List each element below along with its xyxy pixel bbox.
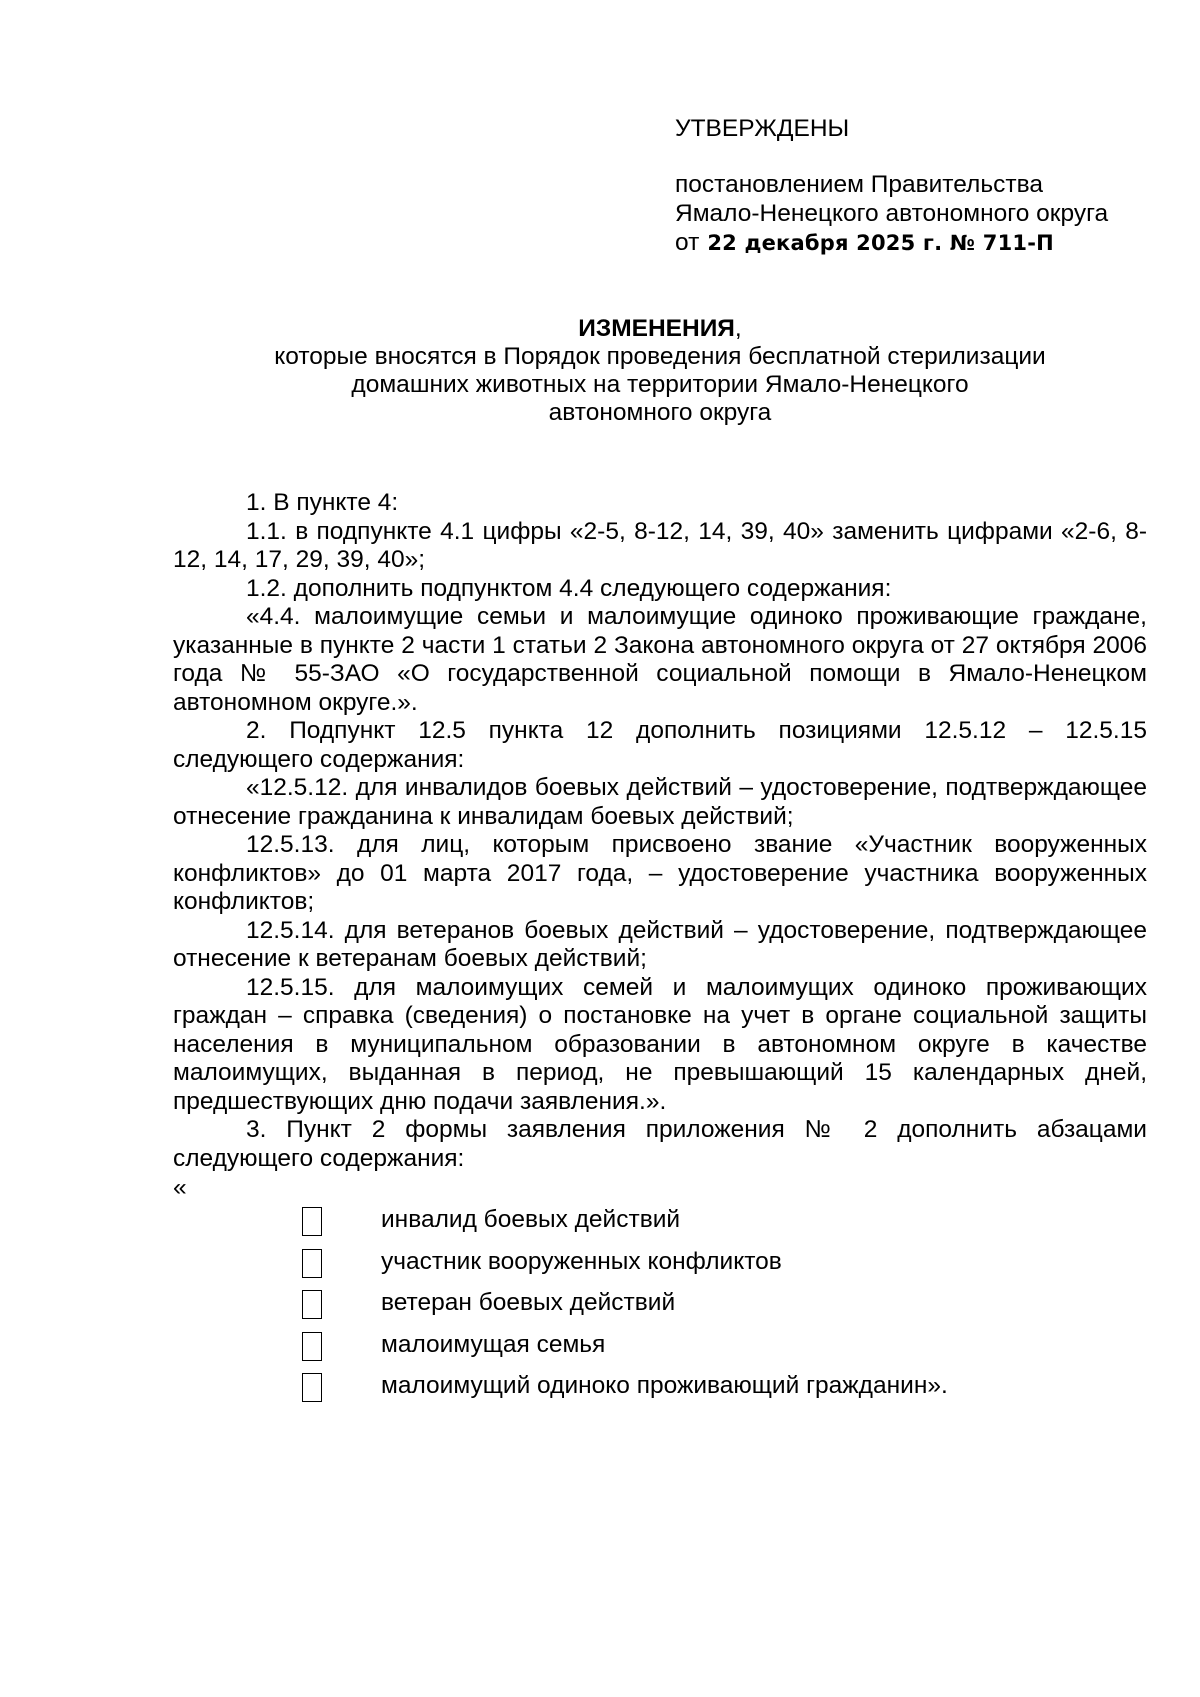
- paragraph-3: 3. Пункт 2 формы заявления приложения № 2 дополнить абзацами следующего содержания:: [173, 1116, 1147, 1172]
- checkbox[interactable]: [302, 1249, 322, 1278]
- checkbox-label: малоимущий одиноко проживающий гражданин».: [381, 1372, 948, 1399]
- document-heading: [165, 315, 1155, 427]
- paragraph-1: 1. В пункте 4:: [246, 489, 399, 516]
- heading-line-3: автономного округа: [548, 399, 772, 426]
- paragraph-12-5-14: 12.5.14. для ветеранов боевых действий – удостоверение, подтверждающее отнесение к ветеранам боевых действий;: [173, 916, 1147, 972]
- paragraph-1-2: 1.2. дополнить подпунктом 4.4 следующего содержания:: [246, 574, 892, 602]
- checkbox[interactable]: [302, 1332, 322, 1361]
- heading-line-1: которые вносятся в Порядок проведения бесплатной стерилизации: [274, 343, 1046, 370]
- paragraph-1-1: 1.1. в подпункте 4.1 цифры «2-5, 8-12, 14, 39, 40» заменить цифрами «2-6, 8-12, 14, 17, 29, 39, 40»;: [173, 517, 1147, 573]
- checkbox-row: [302, 1330, 948, 1372]
- checkbox-row: [302, 1288, 948, 1330]
- checkbox-label: малоимущая семья: [381, 1330, 606, 1358]
- checkbox-label: ветеран боевых действий: [381, 1289, 676, 1316]
- document-body: [173, 489, 1147, 1173]
- checkbox[interactable]: [302, 1290, 322, 1319]
- checkbox-label: участник вооруженных конфликтов: [381, 1247, 782, 1275]
- checkbox-row: [302, 1371, 948, 1413]
- paragraph-4-4: «4.4. малоимущие семьи и малоимущие одиноко проживающие граждане, указанные в пункте 2 части 1 статьи 2 Закона автономного округа от 27 октября 2006 года № 55-ЗАО «О государственной социальной помощи в Ямало-Ненецком автономном округе.».: [173, 603, 1147, 716]
- approval-date-prefix: от: [675, 229, 700, 256]
- approval-title: УТВЕРЖДЕНЫ: [675, 115, 850, 142]
- approval-date-value: 22 декабря 2025 г. № 711-П: [707, 231, 1054, 255]
- heading-title-line: [165, 315, 1155, 343]
- checkbox[interactable]: [302, 1373, 322, 1402]
- checkbox-row: [302, 1247, 948, 1289]
- heading-line-2: домашних животных на территории Ямало-Ненецкого: [351, 371, 969, 398]
- paragraph-12-5-12: «12.5.12. для инвалидов боевых действий – удостоверение, подтверждающее отнесение гражданина к инвалидам боевых действий;: [173, 774, 1147, 830]
- paragraph-2: 2. Подпункт 12.5 пункта 12 дополнить позициями 12.5.12 – 12.5.15 следующего содержания:: [173, 717, 1147, 773]
- checkbox-row: [302, 1205, 948, 1247]
- approval-line-1: постановлением Правительства: [675, 171, 1043, 198]
- paragraph-12-5-15: 12.5.15. для малоимущих семей и малоимущих одиноко проживающих граждан – справка (сведения) о постановке на учет в органе социальной защиты населения в муниципальном образовании в автономном округе в качестве малоимущих, выданная в период, не превышающий 15 календарных дней, предшествующих дню подачи заявления.».: [173, 973, 1147, 1115]
- checkbox-list: [302, 1205, 948, 1413]
- approval-spacer: [675, 143, 1155, 170]
- checkbox[interactable]: [302, 1207, 322, 1236]
- opening-quote: «: [173, 1174, 187, 1201]
- approval-line-2: Ямало-Ненецкого автономного округа: [675, 200, 1109, 227]
- approval-block: [675, 114, 1155, 258]
- checkbox-label: инвалид боевых действий: [381, 1206, 681, 1233]
- paragraph-12-5-13: 12.5.13. для лиц, которым присвоено звание «Участник вооруженных конфликтов» до 01 марта 2017 года, – удостоверение участника вооруженных конфликтов;: [173, 831, 1147, 915]
- heading-title-suffix: ,: [734, 315, 742, 342]
- approval-date-line: [675, 228, 1155, 258]
- heading-title: ИЗМЕНЕНИЯ: [578, 315, 735, 342]
